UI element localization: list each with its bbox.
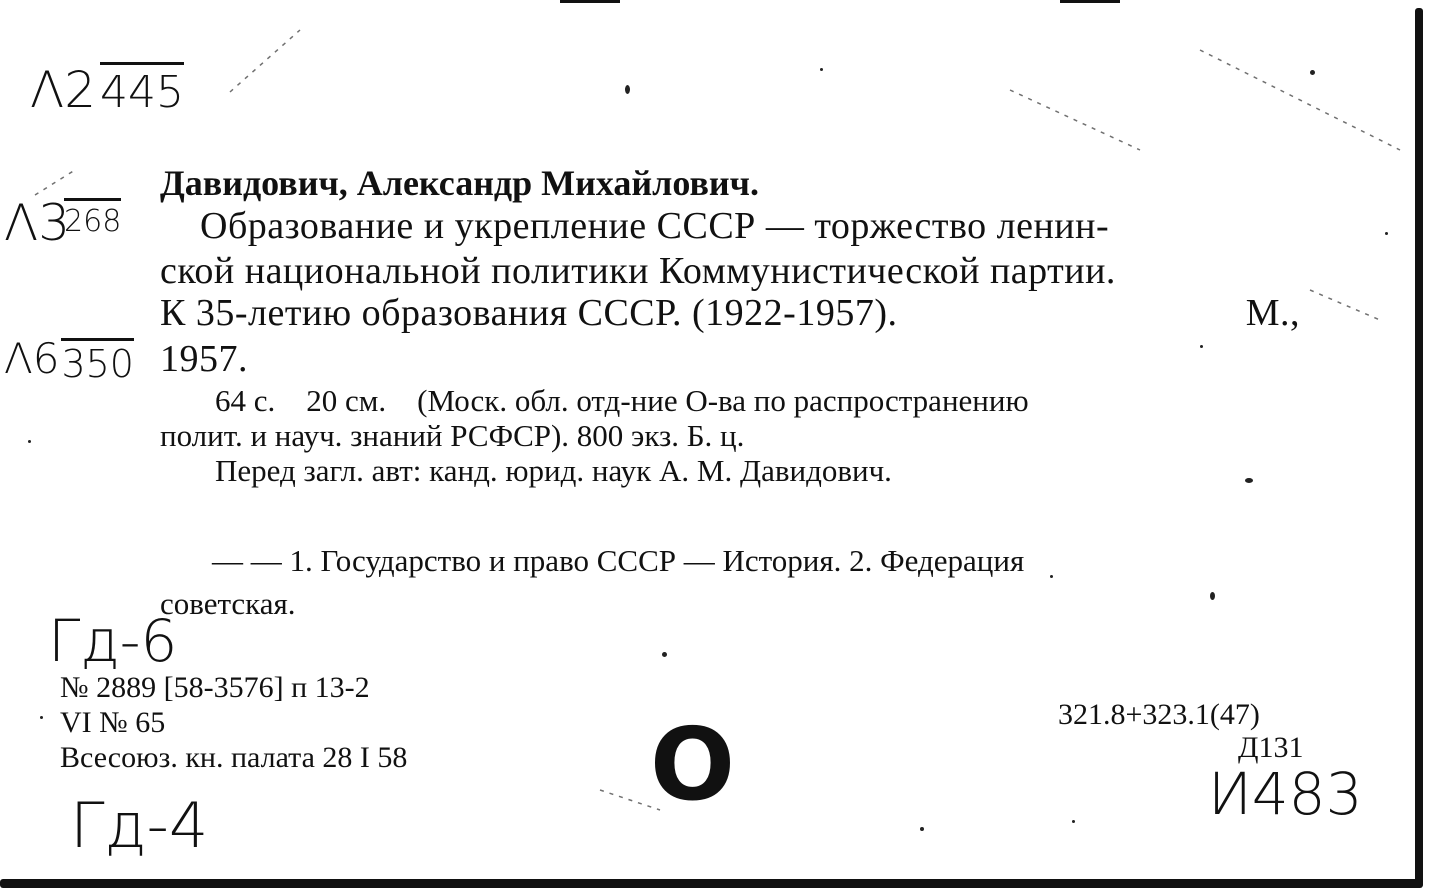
classification-index: 321.8+323.1(47): [1058, 698, 1260, 731]
cutter-number: Д131: [1238, 731, 1304, 764]
handwritten-mark-2: Гд-4: [70, 789, 209, 862]
subjects-line-1: — — 1. Государство и право СССР — История. 2. Федерация: [212, 543, 1025, 578]
record-author: Давидович, Александр Михайлович.: [160, 163, 759, 203]
record-number: № 2889 [58-3576] п 13-2: [60, 671, 370, 704]
handwritten-shelfmark-2: Λ3268: [4, 194, 122, 252]
subjects-line-2: советская.: [160, 586, 296, 621]
record-volume: VI № 65: [60, 706, 166, 739]
publication-place: М.,: [1245, 292, 1300, 334]
handwritten-shelfmark-3: Λ6350: [4, 334, 134, 386]
book-chamber: Всесоюз. кн. палата 28 I 58: [60, 741, 408, 774]
publication-year: 1957.: [160, 338, 248, 380]
title-line-2: ской национальной политики Коммунистической партии.: [160, 250, 1116, 292]
physical-description-line-2: полит. и науч. знаний РСФСР). 800 экз. Б. ц.: [160, 418, 745, 453]
physical-description-line-1: 64 с. 20 см. (Моск. обл. отд-ние О-ва по распространению: [215, 383, 1029, 418]
handwritten-inventory-number: И483: [1208, 760, 1363, 828]
handwritten-circle-mark: О: [650, 706, 736, 823]
handwritten-mark-1: Гд-6: [48, 607, 178, 675]
handwritten-shelfmark-1: Λ2445: [30, 61, 184, 119]
title-line-3-text: К 35-летию образования СССР. (1922-1957).: [160, 292, 898, 334]
author-note: Перед загл. авт: канд. юрид. наук А. М. Давидович.: [215, 453, 892, 488]
title-line-1: Образование и укрепление СССР — торжество ленин-: [200, 205, 1110, 247]
